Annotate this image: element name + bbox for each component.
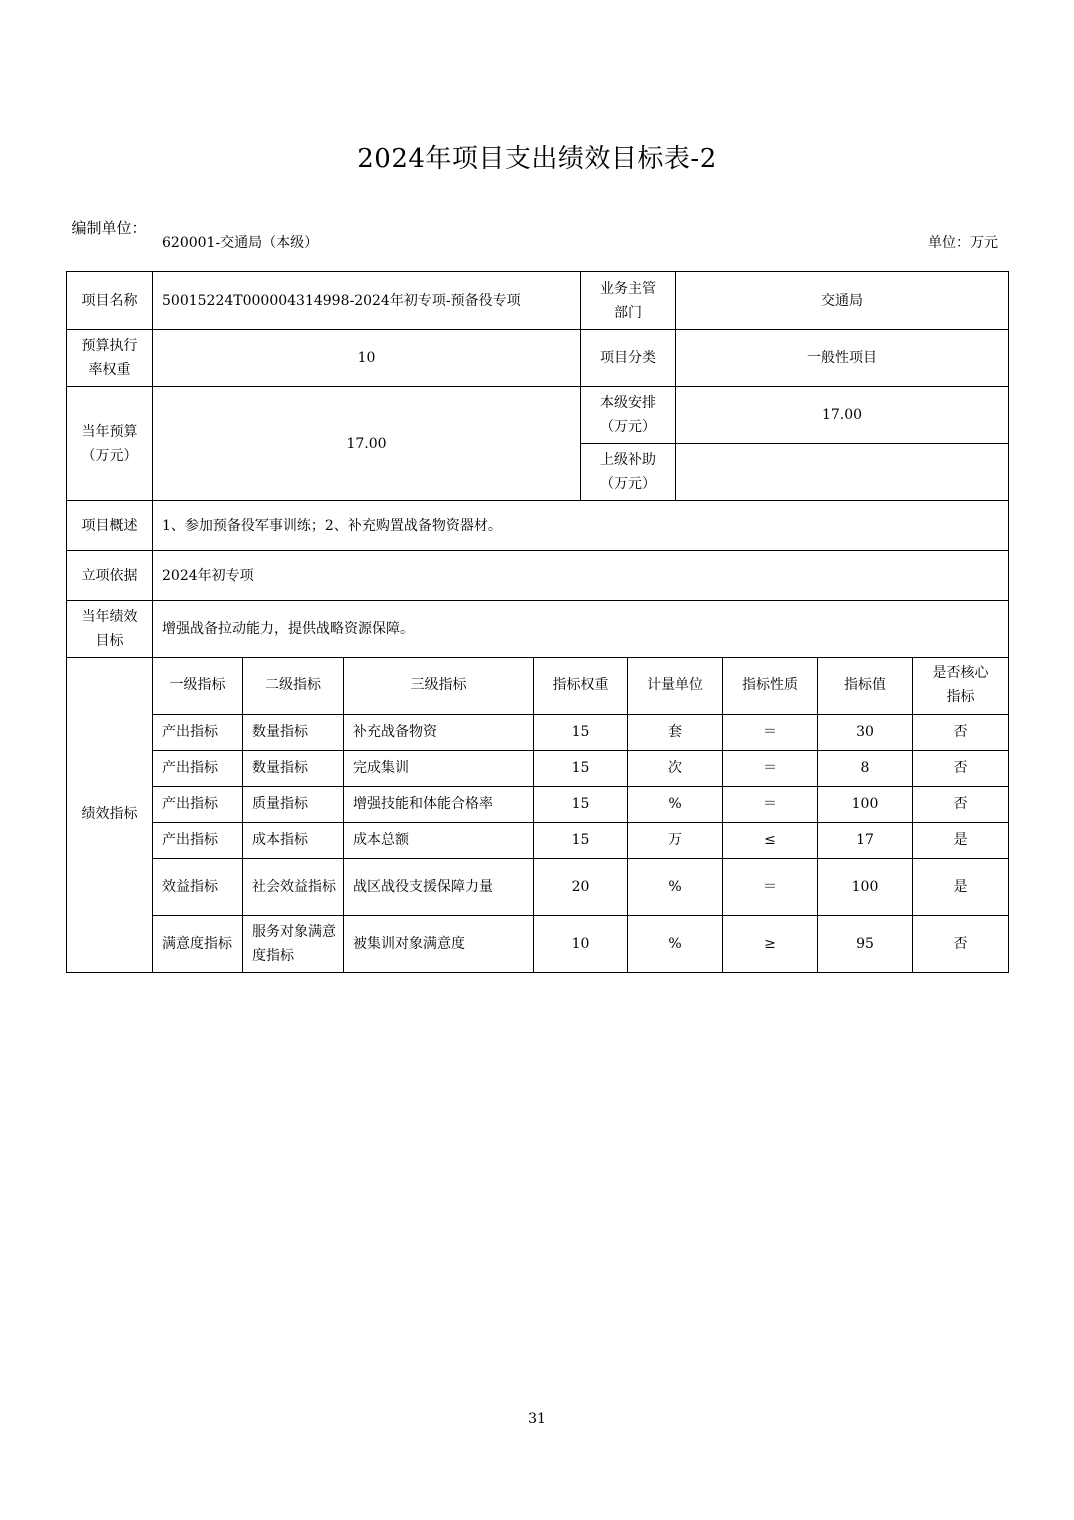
upper-value <box>676 444 1009 501</box>
level3-cell: 增强技能和体能合格率 <box>344 786 534 822</box>
table-row <box>67 714 1009 750</box>
table-row <box>67 822 1009 858</box>
unit-cell: 次 <box>628 750 723 786</box>
goal-label: 当年绩效目标 <box>67 601 153 658</box>
core-cell: 否 <box>913 786 1009 822</box>
project-name-label: 项目名称 <box>67 272 153 330</box>
header-core: 是否核心指标 <box>913 657 1009 714</box>
value-cell: 8 <box>818 750 913 786</box>
header-nature: 指标性质 <box>723 657 818 714</box>
dept-label: 业务主管部门 <box>581 272 676 330</box>
weight-cell: 10 <box>534 915 628 972</box>
level1-cell: 产出指标 <box>153 714 243 750</box>
weight-cell: 15 <box>534 714 628 750</box>
level1-cell: 产出指标 <box>153 786 243 822</box>
page-number: 31 <box>528 1411 546 1427</box>
overview-label: 项目概述 <box>67 501 153 551</box>
value-cell: 100 <box>818 858 913 915</box>
budget-value: 17.00 <box>153 387 581 501</box>
weight-cell: 20 <box>534 858 628 915</box>
table-row <box>67 915 1009 972</box>
header-level2: 二级指标 <box>243 657 344 714</box>
core-cell: 否 <box>913 915 1009 972</box>
nature-cell: ＝ <box>723 714 818 750</box>
weight-cell: 15 <box>534 786 628 822</box>
indicators-table <box>66 657 1009 973</box>
nature-cell: ＝ <box>723 786 818 822</box>
unit-cell: % <box>628 858 723 915</box>
level3-cell: 补充战备物资 <box>344 714 534 750</box>
level2-cell: 成本指标 <box>243 822 344 858</box>
nature-cell: ≥ <box>723 915 818 972</box>
level2-cell: 服务对象满意度指标 <box>243 915 344 972</box>
table-row <box>67 858 1009 915</box>
nature-cell: ＝ <box>723 750 818 786</box>
level1-cell: 产出指标 <box>153 822 243 858</box>
dept-value: 交通局 <box>676 272 1009 330</box>
level2-cell: 数量指标 <box>243 714 344 750</box>
nature-cell: ＝ <box>723 858 818 915</box>
level3-cell: 完成集训 <box>344 750 534 786</box>
value-cell: 17 <box>818 822 913 858</box>
level2-cell: 数量指标 <box>243 750 344 786</box>
budget-label: 当年预算（万元） <box>67 387 153 501</box>
overview-value: 1、参加预备役军事训练；2、补充购置战备物资器材。 <box>153 501 1009 551</box>
header-level3: 三级指标 <box>344 657 534 714</box>
header-level1: 一级指标 <box>153 657 243 714</box>
level2-cell: 质量指标 <box>243 786 344 822</box>
org-label: 编制单位： <box>71 219 147 237</box>
weight-cell: 15 <box>534 750 628 786</box>
table-row <box>67 750 1009 786</box>
upper-label: 上级补助（万元） <box>581 444 676 501</box>
level1-cell: 满意度指标 <box>153 915 243 972</box>
exec-weight-label: 预算执行率权重 <box>67 330 153 387</box>
unit-label: 单位：万元 <box>928 235 998 251</box>
core-cell: 是 <box>913 822 1009 858</box>
value-cell: 100 <box>818 786 913 822</box>
unit-cell: % <box>628 786 723 822</box>
indicators-header-row <box>67 657 1009 714</box>
goal-value: 增强战备拉动能力，提供战略资源保障。 <box>153 601 1009 658</box>
exec-weight-value: 10 <box>153 330 581 387</box>
value-cell: 95 <box>818 915 913 972</box>
level2-cell: 社会效益指标 <box>243 858 344 915</box>
table-row <box>67 786 1009 822</box>
category-label: 项目分类 <box>581 330 676 387</box>
nature-cell: ≤ <box>723 822 818 858</box>
org-value: 620001-交通局（本级） <box>162 235 319 251</box>
unit-cell: 套 <box>628 714 723 750</box>
category-value: 一般性项目 <box>676 330 1009 387</box>
core-cell: 是 <box>913 858 1009 915</box>
level1-cell: 效益指标 <box>153 858 243 915</box>
header-weight: 指标权重 <box>534 657 628 714</box>
header-value: 指标值 <box>818 657 913 714</box>
level3-cell: 成本总额 <box>344 822 534 858</box>
unit-cell: 万 <box>628 822 723 858</box>
basis-value: 2024年初专项 <box>153 551 1009 601</box>
document-title: 2024年项目支出绩效目标表-2 <box>357 144 717 174</box>
local-label: 本级安排（万元） <box>581 387 676 444</box>
level3-cell: 战区战役支援保障力量 <box>344 858 534 915</box>
level1-cell: 产出指标 <box>153 750 243 786</box>
basis-label: 立项依据 <box>67 551 153 601</box>
weight-cell: 15 <box>534 822 628 858</box>
core-cell: 否 <box>913 750 1009 786</box>
project-info-table <box>66 271 1009 658</box>
local-value: 17.00 <box>676 387 1009 444</box>
unit-cell: % <box>628 915 723 972</box>
level3-cell: 被集训对象满意度 <box>344 915 534 972</box>
indicators-section-label: 绩效指标 <box>67 657 153 972</box>
value-cell: 30 <box>818 714 913 750</box>
header-unit: 计量单位 <box>628 657 723 714</box>
project-name-value: 50015224T000004314998-2024年初专项-预备役专项 <box>153 272 581 330</box>
core-cell: 否 <box>913 714 1009 750</box>
